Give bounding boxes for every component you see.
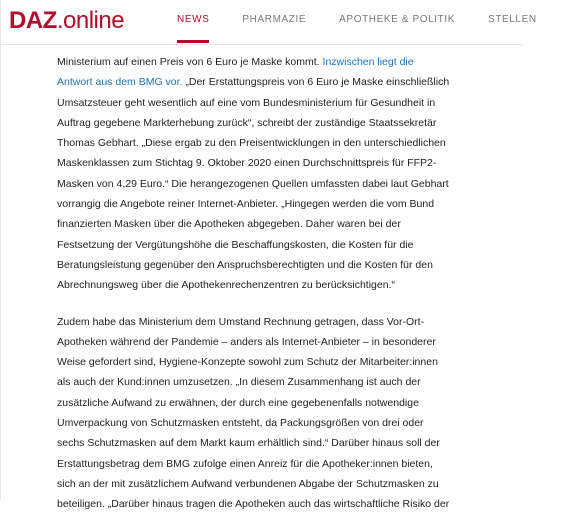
nav-item-apotheke-politik[interactable]: APOTHEKE & POLITIK xyxy=(339,14,455,25)
text-line: Erstattungsbetrag dem BMG zufolge einen Anreiz für die Apotheker:innen bieten, xyxy=(57,457,433,470)
text-line: Umsatzsteuer geht wesentlich auf eine vom Bundesministerium für Gesundheit in xyxy=(57,96,436,109)
text-line: Umverpackung von Schutzmasken entsteht, da Packungsgrößen von drei oder xyxy=(57,417,424,430)
article-paragraph xyxy=(57,312,467,515)
nav-item-pharmazie[interactable]: PHARMAZIE xyxy=(242,14,307,25)
text-line: zusätzliche Aufwand zu erwähnen, der durch eine gegebenenfalls notwendige xyxy=(57,396,419,409)
text-line: als auch der Kund:innen umzusetzen. „In diesem Zusammenhang ist auch der xyxy=(57,376,421,389)
text-line xyxy=(57,52,467,72)
logo-suffix: .online xyxy=(56,7,125,34)
main-nav xyxy=(177,0,570,44)
site-header xyxy=(1,0,537,45)
article-paragraph xyxy=(57,52,467,296)
nav-item-stellen[interactable]: STELLEN xyxy=(488,14,537,25)
text-line: Zudem habe das Ministerium dem Umstand Rechnung getragen, dass Vor-Ort- xyxy=(57,315,425,328)
site-logo[interactable] xyxy=(9,6,124,36)
text-line: beteiligen. „Darüber hinaus tragen die Apotheken auch das wirtschaftliche Risiko der xyxy=(57,498,450,511)
text-line: sich an der mit zusätzlichem Aufwand verbundenen Abgabe der Schutzmasken zu xyxy=(57,477,439,490)
logo-brand: DAZ xyxy=(9,7,57,34)
bmg-answer-link[interactable]: Antwort aus dem BMG vor. xyxy=(57,76,183,89)
text-line: Weise gefordert sind, Hygiene-Konzepte sowohl zum Schutz der Mitarbeiter:innen xyxy=(57,356,438,369)
text-line: Auftrag gegebene Markterhebung zurück“, schreibt der zuständige Staatssekretär xyxy=(57,116,437,129)
text-line: vorrangig die Angebote reiner Internet-Anbieter. „Hingegen werden die vom Bund xyxy=(57,198,435,211)
text-line: Maskenklassen zum Stichtag 9. Oktober 2020 einen Durchschnittspreis für FFP2- xyxy=(57,157,437,170)
text-line: sechs Schutzmasken auf dem Markt kaum erhältlich sind.“ Darüber hinaus soll der xyxy=(57,437,440,450)
text-line xyxy=(57,72,467,92)
text-fragment: Ministerium auf einen Preis von 6 Euro je Maske kommt. xyxy=(57,56,323,68)
text-line: Abrechnungsweg über die Apothekenrechenzentren zu berücksichtigen.“ xyxy=(57,279,395,292)
article-body xyxy=(57,52,467,531)
text-line: Beratungsleistung gegenüber den Anspruchsberechtigten und die Kosten für den xyxy=(57,258,433,271)
bmg-answer-link[interactable]: Inzwischen liegt die xyxy=(322,56,414,68)
text-line: Apotheken während der Pandemie – anders als Internet-Anbieter – in besonderer xyxy=(57,335,436,348)
text-line: Masken von 4,29 Euro.“ Die herangezogenen Quellen umfassten dabei laut Gebhart xyxy=(57,177,449,190)
text-line: finanzierten Masken über die Apotheken abgegeben. Daher waren bei der xyxy=(57,218,401,231)
text-line: Festsetzung der Vergütungshöhe die Beschaffungskosten, die Kosten für die xyxy=(57,238,414,251)
text-fragment: „Der Erstattungspreis von 6 Euro je Maske einschließlich xyxy=(182,76,450,89)
nav-item-news[interactable]: NEWS xyxy=(177,0,209,43)
text-line: Thomas Gebhart. „Diese ergab zu den Preisentwicklungen in den unterschiedlichen xyxy=(57,137,446,150)
